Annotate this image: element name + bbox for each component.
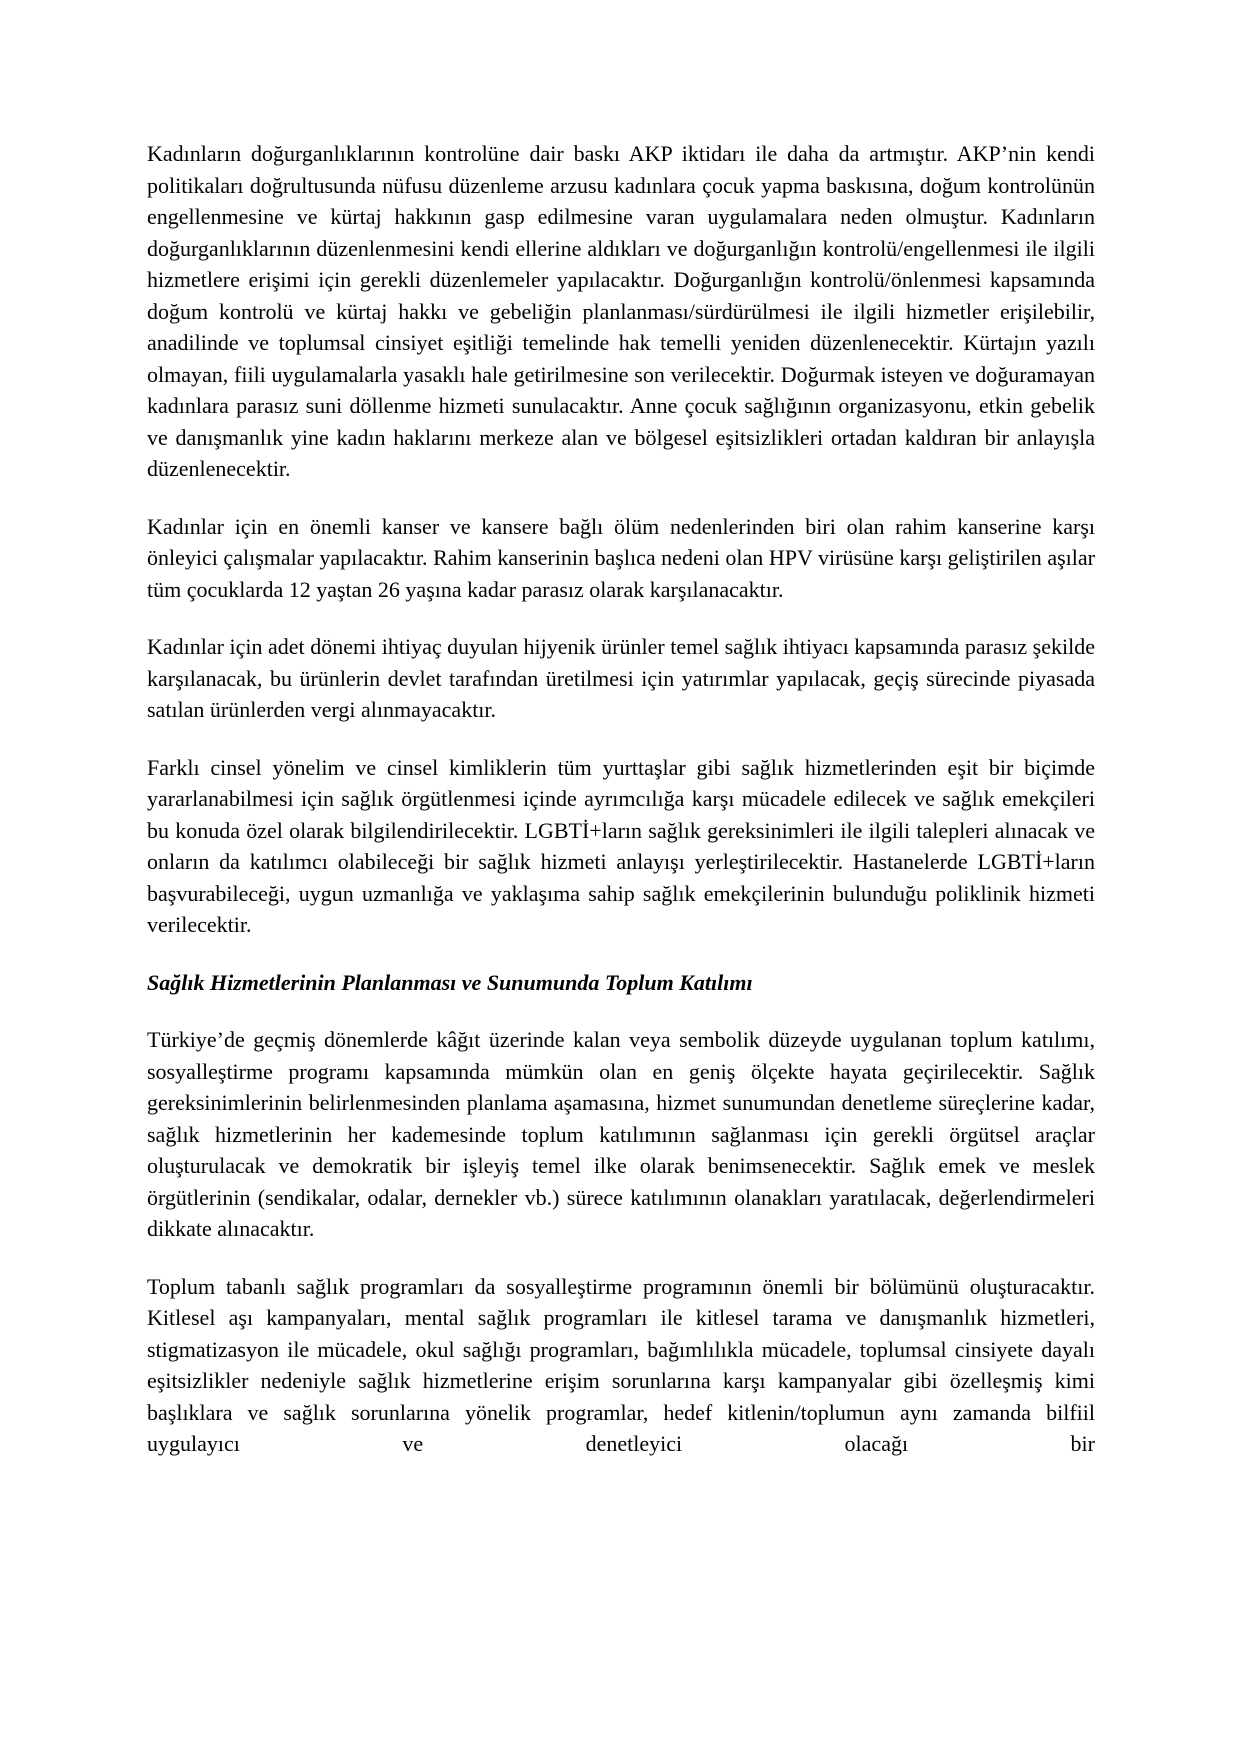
paragraph-community-based-health-programs: Toplum tabanlı sağlık programları da sosyalleştirme programının önemli bir bölümünü oluşturacaktır. Kitlesel aşı kampanyaları, mental sağlık programları ile kitlesel tarama ve danışmanlık hizmetleri, stigmatizasyon ile mücadele, okul sağlığı programları, bağımlılıkla mücadele, toplumsal cinsiyete dayalı eşitsizlikler nedeniyle sağlık hizmetlerine erişim sorunlarına karşı kampanyalar gibi özelleşmiş kimi başlıklara ve sağlık sorunlarına yönelik programlar, hedef kitlenin/toplumun aynı zamanda bilfiil uygulayıcı ve denetleyici olacağı bir bbox=[147, 1273, 1095, 1456]
paragraph-hygiene-products: Kadınlar için adet dönemi ihtiyaç duyulan hijyenik ürünler temel sağlık ihtiyacı kapsamında parasız şekilde karşılanacak, bu ürünlerin devlet tarafından üretilmesi için yatırımlar yapılacak, geçiş sürecinde piyasada satılan ürünlerden vergi alınmayacaktır. bbox=[147, 634, 1095, 722]
paragraph-lgbti-health-services: Farklı cinsel yönelim ve cinsel kimliklerin tüm yurttaşlar gibi sağlık hizmetlerinden eşit bir biçimde yararlanabilmesi için sağlık örgütlenmesi içinde ayrımcılığa karşı mücadele edilecek ve sağlık emekçileri bu konuda özel olarak bilgilendirilecektir. LGBTİ+ların sağlık gereksinimleri ile ilgili talepleri alınacak ve onların da katılımcı olabileceği bir sağlık hizmeti anlayışı yerleştirilecektir. Hastanelerde LGBTİ+ların başvurabileceği, uygun uzmanlığa ve yaklaşıma sahip sağlık emekçilerinin bulunduğu poliklinik hizmeti verilecektir. bbox=[147, 754, 1095, 937]
section-heading-community-participation: Sağlık Hizmetlerinin Planlanması ve Sunumunda Toplum Katılımı bbox=[147, 969, 753, 995]
paragraph-fertility-control-rights: Kadınların doğurganlıklarının kontrolüne dair baskı AKP iktidarı ile daha da artmıştır. AKP’nin kendi politikaları doğrultusunda nüfusu düzenleme arzusu kadınlara çocuk yapma baskısına, doğum kontrolünün engellenmesine ve kürtaj hakkının gasp edilmesine varan uygulamalara neden olmuştur. Kadınların doğurganlıklarının düzenlenmesini kendi ellerine aldıkları ve doğurganlığın kontrolü/engellenmesi ile ilgili hizmetlere erişimi için gerekli düzenlemeler yapılacaktır. Doğurganlığın kontrolü/önlenmesi kapsamında doğum kontrolü ve kürtaj hakkı ve gebeliğin planlanması/sürdürülmesi ile ilgili hizmetler erişilebilir, anadilinde ve toplumsal cinsiyet eşitliği temelinde hak temelli yeniden düzenlenecektir. Kürtajın yazılı olmayan, fiili uygulamalarla yasaklı hale getirilmesine son verilecektir. Doğurmak isteyen ve doğuramayan kadınlara parasız suni döllenme hizmeti sunulacaktır. Anne çocuk sağlığının organizasyonu, etkin gebelik ve danışmanlık yine kadın haklarını merkeze alan ve bölgesel eşitsizlikleri ortadan kaldıran bir anlayışla düzenlenecektir. bbox=[147, 141, 1095, 481]
paragraph-community-participation-plan: Türkiye’de geçmiş dönemlerde kâğıt üzerinde kalan veya sembolik düzeyde uygulanan toplum katılımı, sosyalleştirme programı kapsamında mümkün olan en geniş ölçekte hayata geçirilecektir. Sağlık gereksinimlerinin belirlenmesinden planlama aşamasına, hizmet sunumundan denetleme süreçlerine kadar, sağlık hizmetlerinin her kademesinde toplum katılımının sağlanması için gerekli örgütsel araçlar oluşturulacak ve demokratik bir işleyiş temel ilke olarak benimsenecektir. Sağlık emek ve meslek örgütlerinin (sendikalar, odalar, dernekler vb.) sürece katılımının olanakları yaratılacak, değerlendirmeleri dikkate alınacaktır. bbox=[147, 1027, 1095, 1241]
paragraph-cervical-cancer-hpv-vaccine: Kadınlar için en önemli kanser ve kansere bağlı ölüm nedenlerinden biri olan rahim kanserine karşı önleyici çalışmalar yapılacaktır. Rahim kanserinin başlıca nedeni olan HPV virüsüne karşı geliştirilen aşılar tüm çocuklarda 12 yaştan 26 yaşına kadar parasız olarak karşılanacaktır. bbox=[147, 513, 1095, 602]
